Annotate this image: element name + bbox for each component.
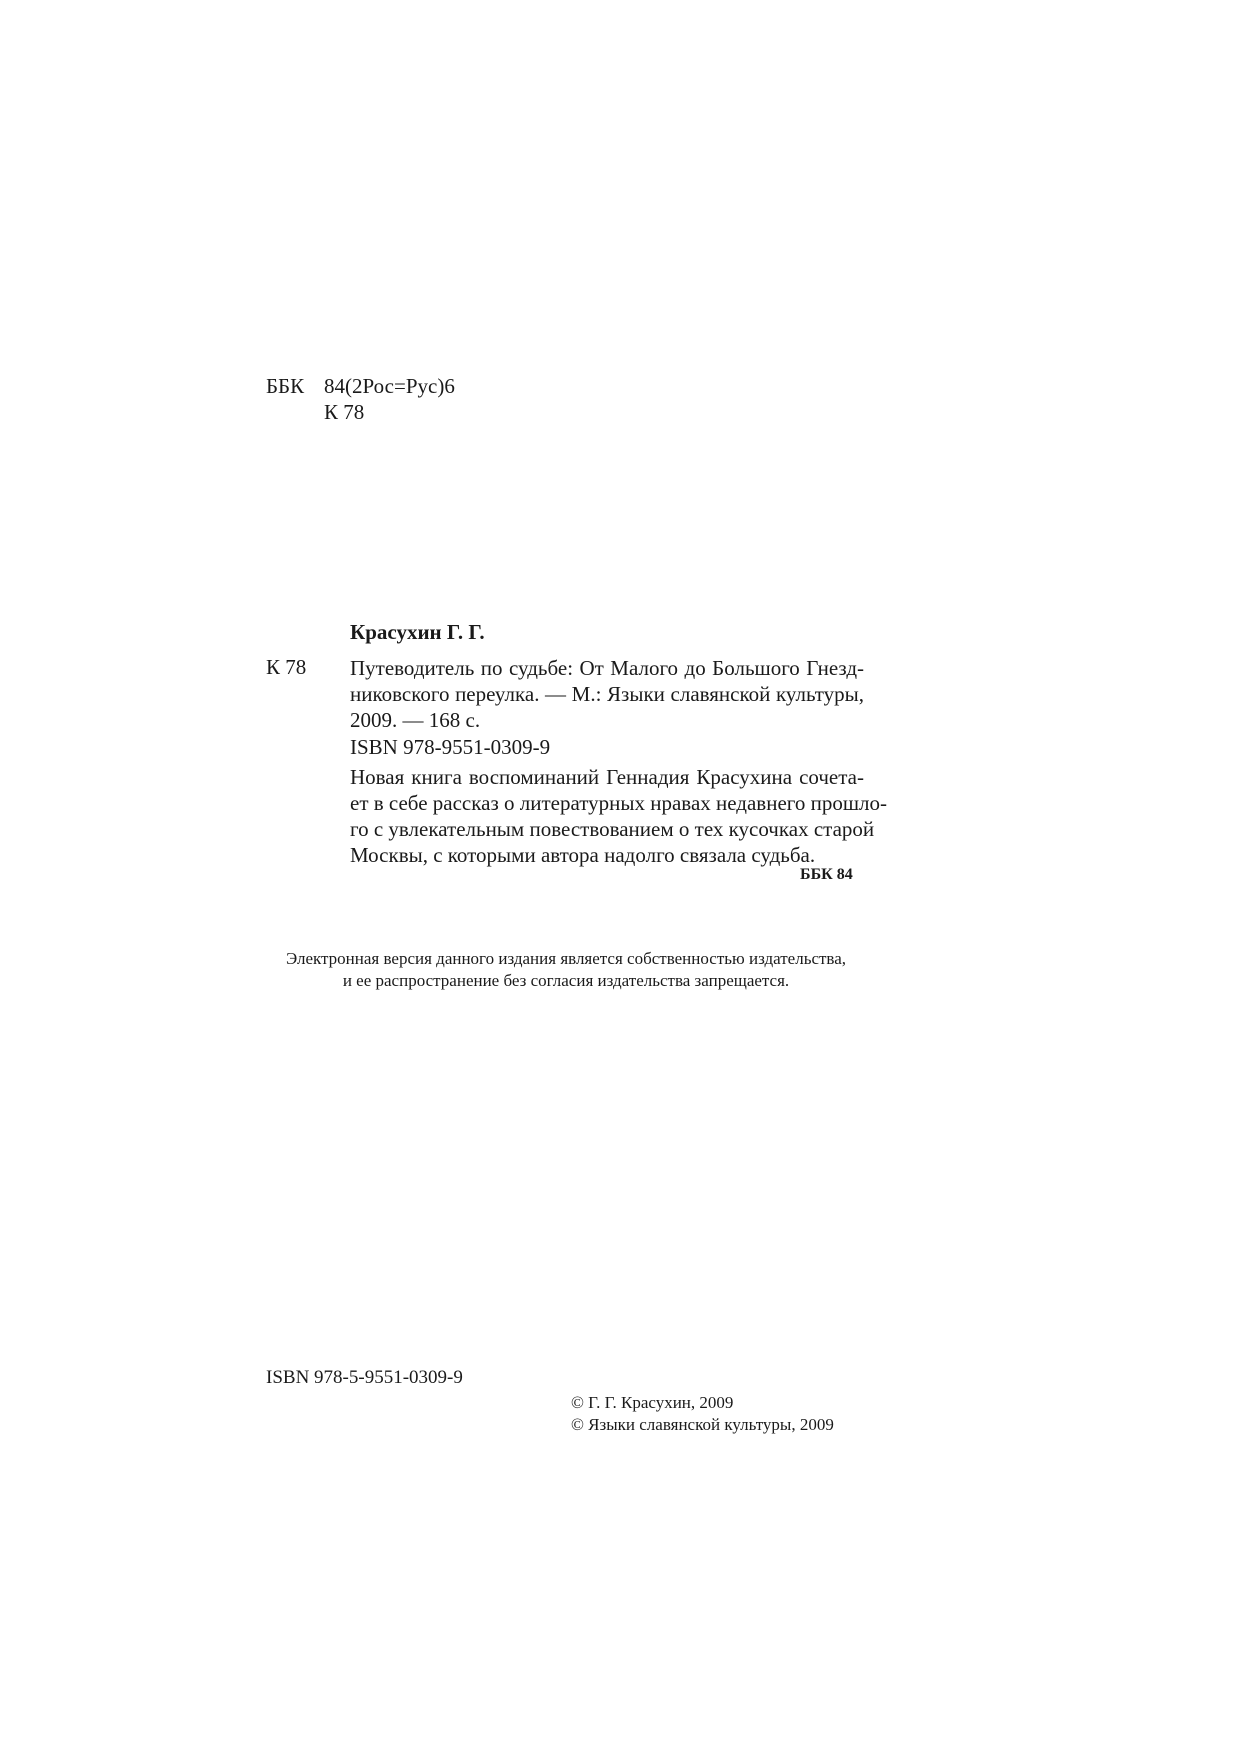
bbk-label: ББК: [266, 374, 305, 398]
annotation: [350, 764, 887, 868]
annotation-line: Москвы, с которыми автора надолго связала судьба.: [350, 843, 816, 867]
description-line: Путеводитель по судьбе: От Малого до Большого Гнезд-: [350, 656, 864, 680]
copyright-author: © Г. Г. Красухин, 2009: [571, 1393, 734, 1412]
description-line: 2009. — 168 с.: [350, 708, 481, 732]
bibliographic-description: [350, 655, 864, 733]
notice-line-1: Электронная версия данного издания является собственностью издательства,: [285, 949, 847, 968]
description-line: никовского переулка. — М.: Языки славянской культуры,: [350, 682, 864, 706]
copyright-publisher: © Языки славянской культуры, 2009: [571, 1415, 834, 1434]
record-author-mark: К 78: [266, 655, 307, 679]
footer-isbn: ISBN 978-5-9551-0309-9: [266, 1367, 463, 1388]
author-mark: К 78: [324, 400, 365, 424]
copyright-block: [571, 1392, 834, 1436]
bbk-code: 84(2Рос=Рус)6: [324, 374, 455, 398]
annotation-line: го с увлекательным повествованием о тех кусочках старой: [350, 817, 875, 841]
annotation-line: ет в себе рассказ о литературных нравах недавнего прошло-: [350, 791, 887, 815]
annotation-line: Новая книга воспоминаний Геннадия Красухина сочета-: [350, 765, 864, 789]
record-author: Красухин Г. Г.: [350, 620, 485, 644]
notice-line-2: и ее распространение без согласия издательства запрещается.: [342, 971, 790, 990]
record-isbn: ISBN 978-9551-0309-9: [350, 735, 551, 759]
record-bbk-short: ББК 84: [800, 866, 853, 883]
electronic-version-notice: [266, 948, 866, 992]
